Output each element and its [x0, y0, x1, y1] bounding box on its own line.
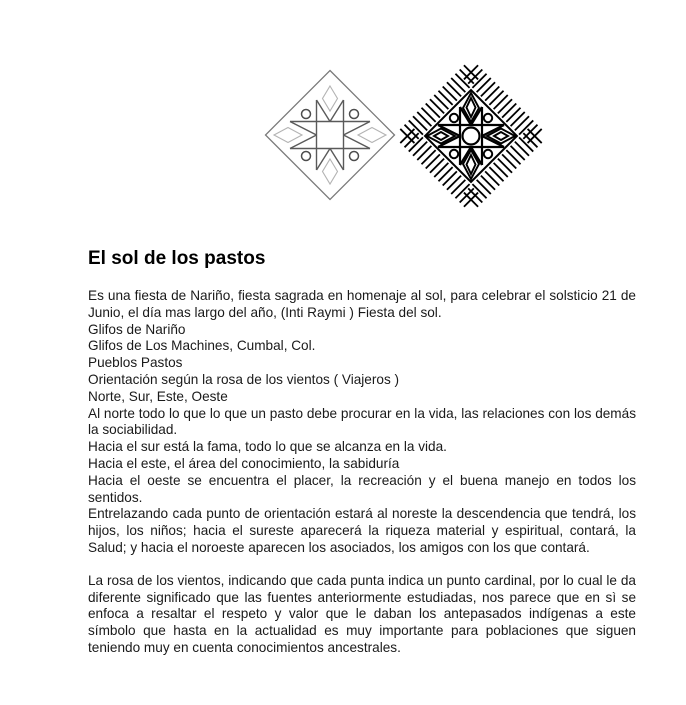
body-text — [88, 288, 636, 657]
paragraph: Norte, Sur, Este, Oeste — [88, 388, 228, 404]
paragraph: Hacia el oeste se encuentra el placer, la recreación y el buena manejo en todos los sentidos. — [88, 472, 636, 505]
page-title: El sol de los pastos — [88, 248, 266, 269]
paragraph: Es una fiesta de Nariño, fiesta sagrada en homenaje al sol, para celebrar el solsticio 21 de Junio, el día mas largo del año, (Inti Raymi ) Fiesta del sol. — [88, 288, 636, 320]
paragraph: Orientación según la rosa de los vientos ( Viajeros ) — [88, 371, 400, 387]
paragraph: Hacia el este, el área del conocimiento, la sabiduría — [88, 455, 400, 471]
paragraph: Glifos de Nariño — [88, 321, 186, 337]
paragraph: Hacia el sur está la fama, todo lo que se alcanza en la vida. — [88, 439, 447, 455]
paragraph: Glifos de Los Machines, Cumbal, Col. — [88, 338, 316, 354]
paragraph: La rosa de los vientos, indicando que cada punta indica un punto cardinal, por lo cual le da diferente significado que las fuentes anteriormente estudiadas, nos parece que en sì se enfoca a resaltar el respeto y valor que le daban los antepasados indígenas a este símbolo que hasta en la actualidad es muy importante para poblaciones que siguen teniendo muy en cuenta conocimientos ancestrales. — [88, 572, 636, 655]
paragraph: Entrelazando cada punto de orientación estará al noreste la descendencia que tendrá, los hijos, los niños; hacia el sureste aparecerá la riqueza material y espiritual, contará, la Salud; y hacia el noroeste aparecen los asociados, los amigos con los que contará. — [88, 506, 636, 555]
sun-glyph-woven-icon — [386, 51, 556, 221]
paragraph: Al norte todo lo que lo que un pasto debe procurar en la vida, las relaciones con los demás la sociabilidad. — [88, 405, 636, 438]
paragraph: Pueblos Pastos — [88, 355, 183, 371]
document-body — [88, 248, 636, 657]
